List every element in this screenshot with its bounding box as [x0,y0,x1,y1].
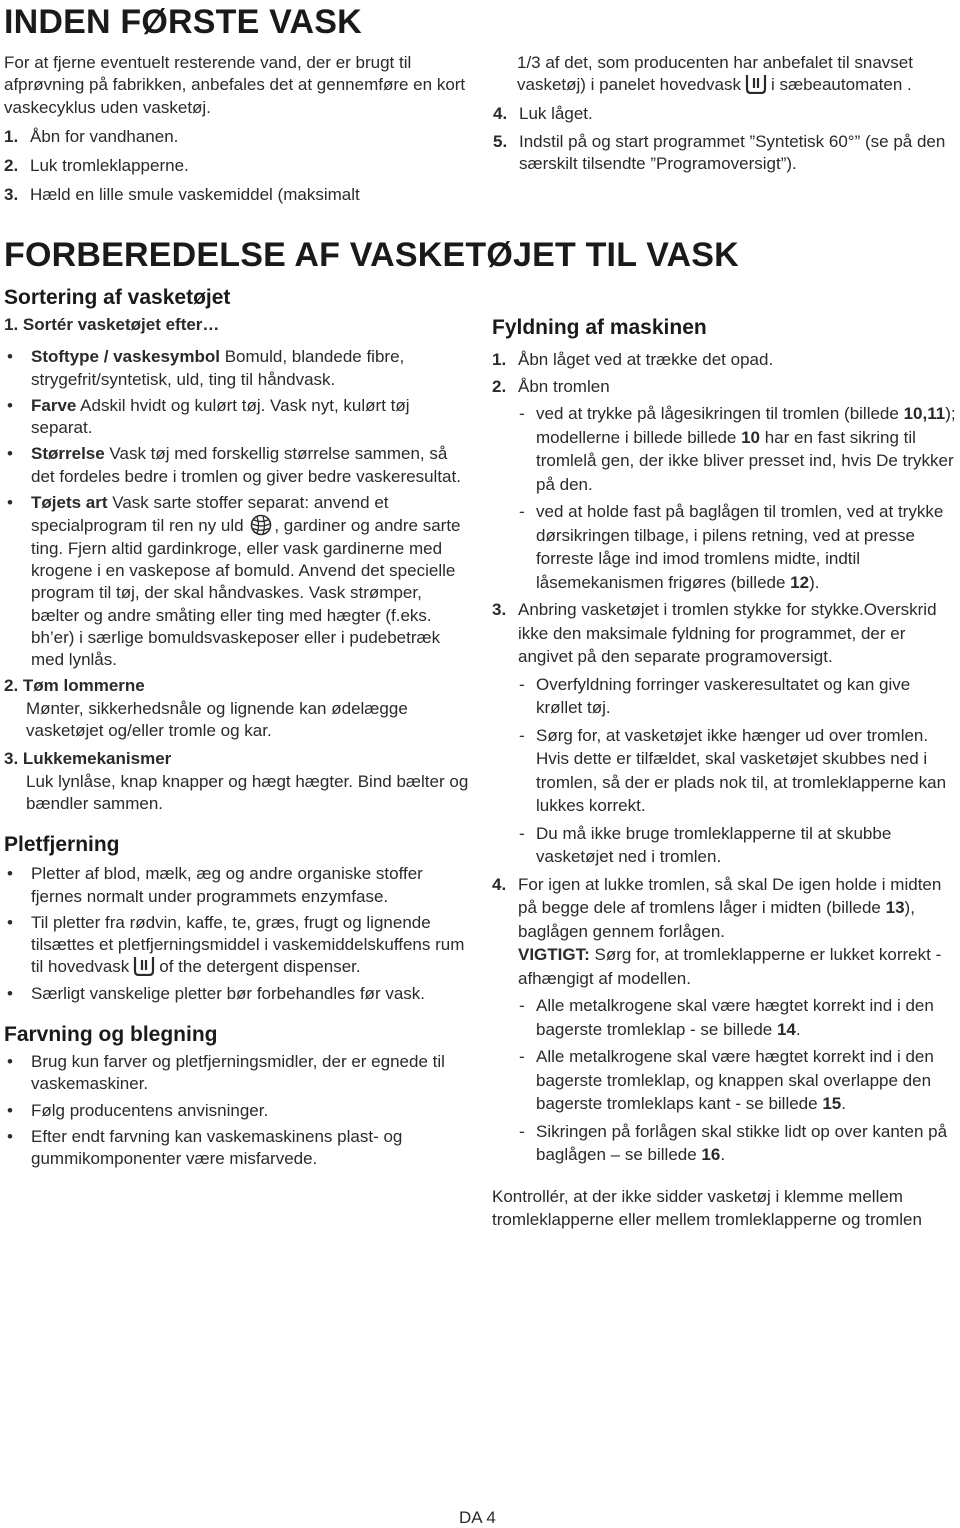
list-item [4,126,472,148]
list-item [4,983,474,1005]
bullet-text: Vask sarte stoffer separat: anvend et specialprogram til ren ny uld [31,493,389,536]
list-item [4,863,474,908]
dash-text: har en fast sikring til tromlelå gen, der ikke bliver presset ind, hvis De trykker på den. [536,427,954,494]
sorting-bullets [4,346,474,671]
list-item [4,1051,474,1096]
figure-ref: 13 [885,898,905,917]
close-checks [518,994,956,1167]
prep-right-column [492,316,956,1232]
bullet-text: Bomuld, blandede fibre, strygefrit/syntetisk, uld, ting til håndvask. [31,347,405,389]
bullet-text: , gardiner og andre sarte ting. Fjern altid gardinkroge, eller vask gardinerne med krogene i en vaskepose af bomuld. Anvend det specielle program til tøj, der skal håndvaskes. Vask strømper, bælter og andre småting eller ting med hægter (f.eks. bh’er) i særlige bomuldsvaskeposer eller i pudebetræk med lynlås. [31,516,461,670]
step-text: For igen at lukke tromlen, så skal De igen holde i midten på begge dele af tromlens låger i midten (billede [518,874,942,917]
figure-ref: 12 [790,572,810,592]
step-text: Åbn låget ved at trække det opad. [518,350,774,369]
list-item [518,994,956,1041]
bullet-label: Tøjets art [31,493,108,513]
dash-text: Sikringen på forlågen skal stikke lidt op over kanten på baglågen – se billede [536,1121,948,1164]
bullet-text: Efter endt farvning kan vaskemaskinens plast- og gummikomponenter være misfarvede. [31,1126,403,1169]
step-number: 3. [4,185,19,205]
continuation-text: i sæbeautomaten . [770,75,912,95]
bullet-text: of the detergent dispenser. [159,957,361,977]
closing-note: Kontrollér, at der ikke sidder vasketøj i klemme mellem tromleklapperne eller mellem tromleklapperne og tromlen [492,1186,922,1229]
important-note [518,943,956,990]
sort-step3 [4,748,474,815]
wool-ball-icon [248,514,274,536]
list-item [493,103,955,125]
prep-left-column [4,286,474,1175]
continuation-text: 1/3 af det, som producenten har anbefalet til snavset vasketøj) i panelet hovedvask [517,53,913,95]
page-number: DA 4 [459,1508,496,1527]
sort-step2-title: 2. Tøm lommerne [4,676,145,696]
bullet-label: Stoftype / vaskesymbol [31,347,220,367]
list-item [518,402,956,496]
dash-text: ved at trykke på lågesikringen til tromlen (billede [536,404,904,423]
sort-step3-text: Luk lynlåse, knap knapper og hægt hægter. Bind bælter og bændler sammen. [26,771,469,813]
list-item [492,375,956,595]
list-item [4,443,474,488]
first-wash-left [4,52,472,207]
list-item [492,348,956,372]
loading-heading: Fyldning af maskinen [492,316,707,339]
list-item [4,346,474,391]
dash-text: Sørg for, at vasketøjet ikke hænger ud over tromlen. Hvis dette er tilfældet, skal vasketøjet skubbes ned i tromlen, så der er plads nok til, at tromleklapperne kan lukkes korrekt. [536,725,947,815]
bullet-text: Vask tøj med forskellig størrelse sammen, så det fordeles bedre i tromlen og giver bedre vaskeresultat. [31,444,461,486]
figure-ref: 10 [741,427,760,447]
step-text: Luk tromleklapperne. [30,156,189,176]
first-wash-steps [4,126,472,207]
stains-bullets [4,863,474,1005]
step-number: 4. [492,874,507,894]
dye-bullets [4,1051,474,1170]
step-text: Indstil på og start programmet ”Syntetisk 60°” (se på den særskilt tilsendte ”Programoversigt”). [519,131,946,174]
figure-ref: 15 [822,1094,842,1113]
dash-text: . [795,1019,801,1039]
important-label: VIGTIGT: [518,945,590,964]
load-tips [518,673,956,869]
list-item [518,1045,956,1116]
sorting-heading: Sortering af vasketøjet [4,286,231,309]
step-number: 1. [4,126,19,146]
list-item [4,1100,474,1122]
bullet-label: Størrelse [31,444,105,464]
sort-step2-text: Mønter, sikkerhedsnåle og lignende kan ødelægge vasketøjet og/eller tromle og kar. [26,698,408,741]
bullet-text: Adskil hvidt og kulørt tøj. Vask nyt, kulørt tøj separat. [31,395,410,438]
dash-text: Alle metalkrogene skal være hægtet korrekt ind i den bagerste tromleklap - se billede [536,996,934,1039]
step-number: 2. [492,376,507,396]
bullet-text: Særligt vanskelige pletter bør forbehandles før vask. [31,983,426,1003]
dash-text: ). [809,572,820,592]
sort-step3-title: 3. Lukkemekanismer [4,749,172,769]
step-text: Luk låget. [519,103,593,123]
list-item [493,131,955,176]
list-item [518,724,956,818]
main-wash-tub-icon [132,956,156,976]
list-item [4,395,474,440]
dash-text: ved at holde fast på baglågen til tromlen, ved at trykke dørsikringen tilbage, i pilens retning, ved at presse forreste låge ind imod tromlens midte, indtil låsemekanismen frigøres (billede [536,502,944,592]
sort-step2 [4,675,474,742]
bullet-text: Følg producentens anvisninger. [31,1100,269,1120]
first-wash-title: INDEN FØRSTE VASK [4,3,362,41]
prep-title: FORBEREDELSE AF VASKETØJET TIL VASK [4,236,739,274]
loading-steps [492,348,956,1167]
figure-ref: 10,11 [903,404,946,423]
first-wash-right [493,52,955,175]
step-number: 4. [493,103,508,123]
stains-heading: Pletfjerning [4,833,120,857]
list-item [4,155,472,177]
step-text: Åbn for vandhanen. [30,126,179,146]
dash-text: Du må ikke bruge tromleklapperne til at skubbe vasketøjet ned i tromlen. [536,823,892,866]
dash-text: Overfyldning forringer vaskeresultatet og kan give krøllet tøj. [536,674,911,717]
first-wash-intro: For at fjerne eventuelt resterende vand, der er brugt til afprøvning på fabrikken, anbefales det at gennemføre en kort vaskecyklus uden vasketøj. [4,53,466,117]
first-wash-steps-right [493,103,955,176]
step-number: 3. [492,600,507,619]
step-number: 2. [4,156,19,176]
dash-text: Alle metalkrogene skal være hægtet korrekt ind i den bagerste tromleklap, og knappen skal overlappe den bagerste tromleklaps kant - se billede [536,1047,934,1113]
list-item [4,1126,474,1171]
step-number: 5. [493,131,508,151]
bullet-text: Til pletter fra rødvin, kaffe, te, græs, frugt og lignende tilsættes et pletfjerningsmiddel i vaskemiddelskuffens rum til hovedvask [31,912,465,977]
step3-continuation [493,52,955,97]
main-wash-tub-icon [744,74,768,94]
step-text: Åbn tromlen [518,376,610,396]
step-text: Hæld en lille smule vaskemiddel (maksimalt [30,185,360,205]
dash-text: ); modellerne i billede billede [536,404,956,447]
list-item [518,1120,956,1167]
list-item [4,492,474,671]
sort-step1-title: 1. Sortér vasketøjet efter… [4,315,220,334]
bullet-text: Brug kun farver og pletfjerningsmidler, der er egnede til vaskemaskiner. [31,1052,445,1094]
list-item [518,822,956,869]
figure-ref: 14 [776,1019,796,1039]
open-drum-options [518,402,956,594]
dye-heading: Farvning og blegning [4,1023,218,1047]
dash-text: . [841,1094,846,1113]
list-item [4,912,474,979]
dash-text: . [720,1145,726,1164]
important-text: Sørg for, at tromleklapperne er lukket korrekt - afhængigt af modellen. [518,945,942,988]
bullet-text: Pletter af blod, mælk, æg og andre organiske stoffer fjernes normalt under programmets enzymfase. [31,864,423,906]
step-number: 1. [492,350,507,369]
list-item [518,500,956,594]
list-item [518,673,956,720]
list-item [492,598,956,869]
list-item [492,873,956,1167]
step-text: Anbring vasketøjet i tromlen stykke for stykke.Overskrid ikke den maksimale fyldning for programmet, der er angivet på den separate programoversigt. [518,600,937,666]
figure-ref: 16 [701,1145,721,1164]
list-item [4,184,472,206]
step-text: ), baglågen gennem forlågen. [518,898,915,941]
bullet-label: Farve [31,395,77,415]
